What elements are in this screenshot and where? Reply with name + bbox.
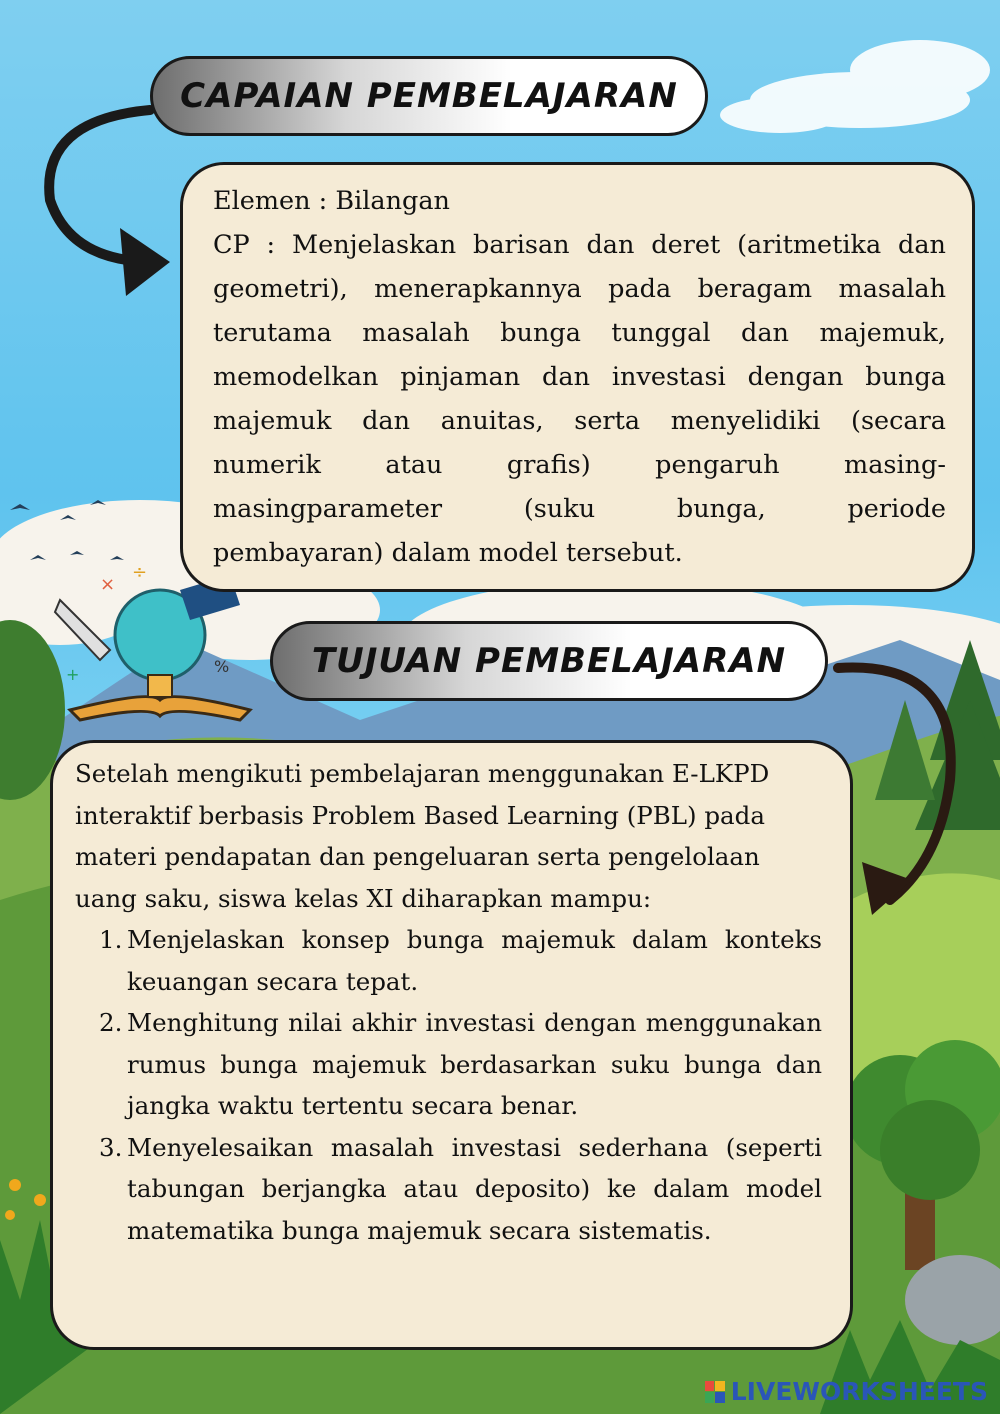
tp-objective-item <box>75 919 822 1002</box>
tp-objective-text: Menyelesaikan masalah investasi sederhana (seperti tabungan berjangka atau deposito) ke dalam model matematika bunga majemuk secara sistematis. <box>127 1132 822 1245</box>
tp-intro-line: materi pendapatan dan pengeluaran serta pengelolaan <box>75 842 760 871</box>
cp-line: masingparameter (suku bunga, periode <box>213 494 946 524</box>
svg-text:×: × <box>100 574 116 595</box>
cp-line: CP : Menjelaskan barisan dan deret (aritmetika dan <box>213 230 946 260</box>
svg-text:÷: ÷ <box>132 562 148 583</box>
liveworksheets-brand <box>705 1377 988 1406</box>
header-capaian <box>150 56 708 136</box>
header-tujuan-title: TUJUAN PEMBELAJARAN <box>311 641 787 681</box>
tp-intro-line: interaktif berbasis Problem Based Learning (PBL) pada <box>75 800 765 830</box>
tp-objective-number: 3. <box>99 1132 123 1162</box>
cp-line: majemuk dan anuitas, serta menyelidiki (secara <box>213 406 946 436</box>
svg-text:+: + <box>66 665 80 684</box>
tp-box <box>50 740 853 1350</box>
svg-text:%: % <box>214 657 230 676</box>
tp-intro-line: uang saku, siswa kelas XI diharapkan mampu: <box>75 883 652 913</box>
tp-objective-item <box>75 1002 822 1127</box>
cp-line: terutama masalah bunga tunggal dan majemuk, <box>213 318 946 348</box>
tp-objectives-list <box>75 919 822 1251</box>
cp-line: pembayaran) dalam model tersebut. <box>213 538 683 568</box>
header-capaian-title: CAPAIAN PEMBELAJARAN <box>180 76 678 116</box>
liveworksheets-logo-icon <box>705 1381 725 1403</box>
cp-line: memodelkan pinjaman dan investasi dengan bunga <box>213 362 946 392</box>
cp-element: Elemen : Bilangan <box>213 186 450 216</box>
tp-objective-text: Menghitung nilai akhir investasi dengan menggunakan rumus bunga majemuk berdasarkan suku bunga dan jangka waktu tertentu secara benar. <box>127 1008 822 1120</box>
cp-box <box>180 162 975 592</box>
tp-intro-line: Setelah mengikuti pembelajaran menggunakan E-LKPD <box>75 759 770 788</box>
tp-objective-number: 2. <box>99 1008 123 1037</box>
header-tujuan <box>270 621 828 701</box>
tp-objective-item <box>75 1127 822 1252</box>
tp-objective-number: 1. <box>99 925 123 954</box>
tp-objective-text: Menjelaskan konsep bunga majemuk dalam konteks keuangan secara tepat. <box>127 925 822 996</box>
cp-line: geometri), menerapkannya pada beragam masalah <box>213 274 946 304</box>
cp-line: numerik atau grafis) pengaruh masing- <box>213 450 946 480</box>
liveworksheets-brand-text: LIVEWORKSHEETS <box>730 1377 988 1406</box>
